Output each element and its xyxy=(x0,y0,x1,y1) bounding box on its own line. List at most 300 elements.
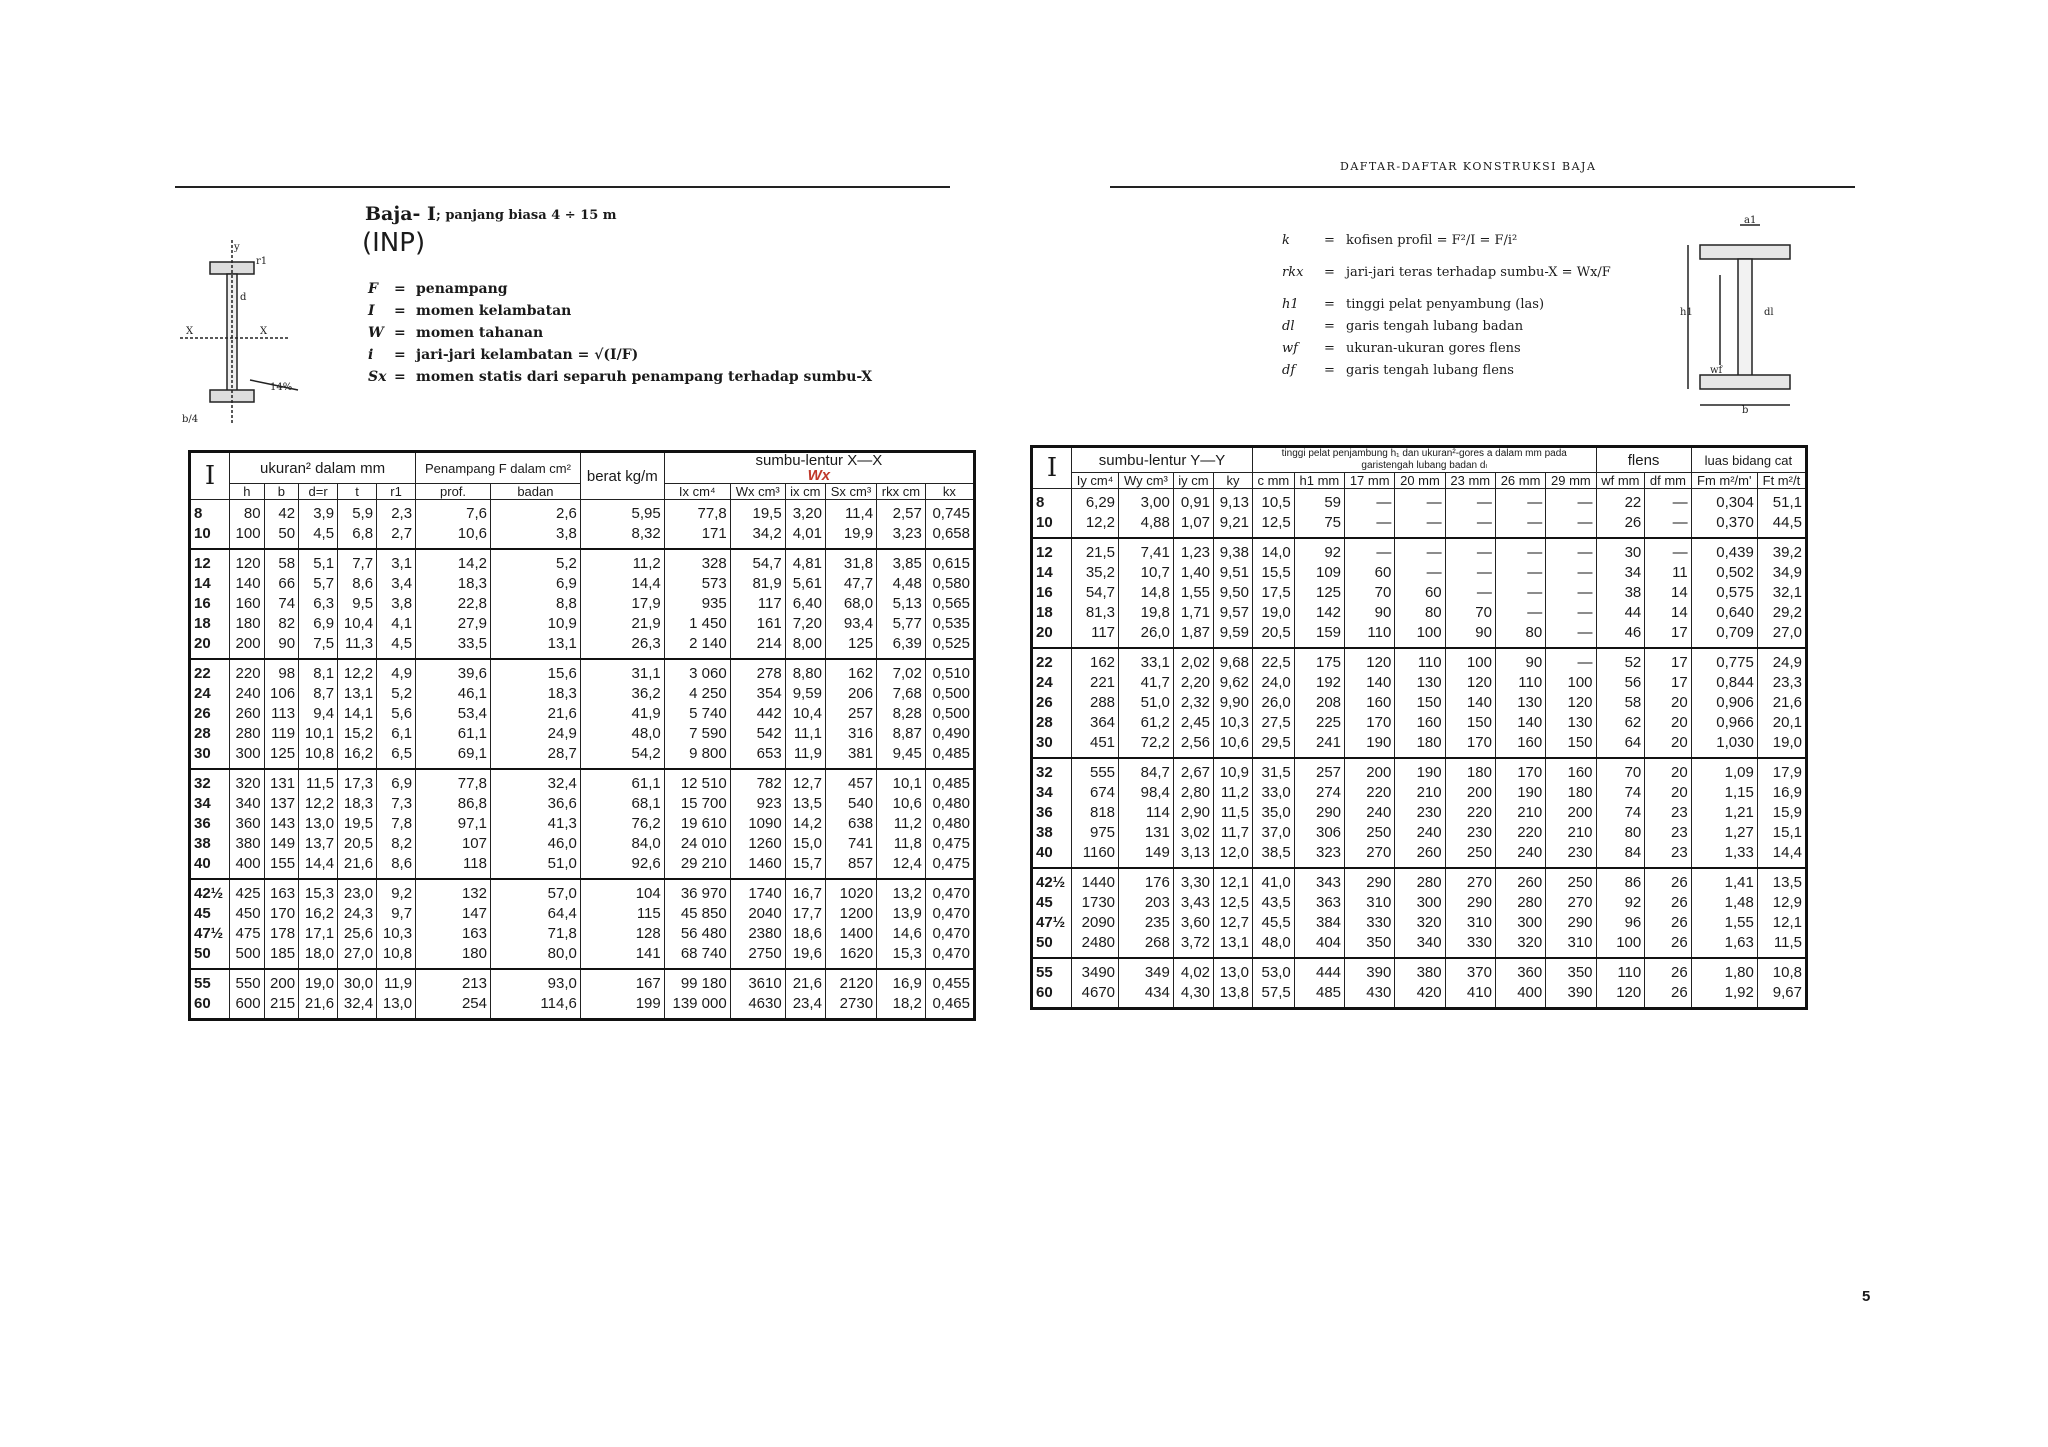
profile-cell: 14 xyxy=(1032,563,1072,583)
column-header: 29 mm xyxy=(1546,473,1596,489)
page-subtitle: ; panjang biasa 4 ÷ 15 m xyxy=(436,208,617,223)
value-cell: 8,7 xyxy=(299,684,338,704)
value-cell: 320 xyxy=(230,769,265,794)
value-cell: 22,8 xyxy=(416,594,491,614)
value-cell: 1260 xyxy=(730,834,785,854)
column-header: 17 mm xyxy=(1345,473,1395,489)
svg-text:d: d xyxy=(240,292,247,303)
value-cell: 51,0 xyxy=(490,854,580,879)
value-cell: 328 xyxy=(664,549,730,574)
column-header: d=r xyxy=(299,484,338,500)
table-row xyxy=(190,724,975,744)
area-header: Penampang F dalam cm² xyxy=(416,452,581,484)
value-cell: 21,6 xyxy=(299,994,338,1020)
profile-cell: 28 xyxy=(1032,713,1072,733)
table-row xyxy=(1032,843,1807,868)
value-cell: 160 xyxy=(1345,693,1395,713)
value-cell: 0,535 xyxy=(925,614,974,634)
value-cell: 21,9 xyxy=(580,614,664,634)
profile-cell: 42½ xyxy=(190,879,230,904)
value-cell: 41,3 xyxy=(490,814,580,834)
value-cell: — xyxy=(1445,513,1495,538)
value-cell: 110 xyxy=(1345,623,1395,648)
column-header: b xyxy=(264,484,299,500)
value-cell: 147 xyxy=(416,904,491,924)
svg-text:b/4: b/4 xyxy=(182,414,199,425)
value-cell: 240 xyxy=(1345,803,1395,823)
value-cell: 390 xyxy=(1345,958,1395,983)
value-cell: 0,745 xyxy=(925,500,974,525)
value-cell: 125 xyxy=(264,744,299,769)
value-cell: 15,3 xyxy=(877,944,926,969)
value-cell: 34 xyxy=(1596,563,1645,583)
value-cell: 1160 xyxy=(1072,843,1119,868)
profile-cell: 55 xyxy=(1032,958,1072,983)
flange-header: flens xyxy=(1596,447,1691,473)
value-cell: 19,8 xyxy=(1119,603,1174,623)
value-cell: 0,615 xyxy=(925,549,974,574)
legend-item: Sx = momen statis dari separuh penampang terhadap sumbu-X xyxy=(368,369,873,385)
value-cell: 420 xyxy=(1395,983,1445,1009)
value-cell: 278 xyxy=(730,659,785,684)
value-cell: 8,32 xyxy=(580,524,664,549)
value-cell: 190 xyxy=(1495,783,1545,803)
value-cell: 9,21 xyxy=(1214,513,1253,538)
value-cell: 220 xyxy=(1345,783,1395,803)
value-cell: 97,1 xyxy=(416,814,491,834)
value-cell: 5,77 xyxy=(877,614,926,634)
table-row xyxy=(1032,538,1807,563)
value-cell: 64,4 xyxy=(490,904,580,924)
value-cell: 33,5 xyxy=(416,634,491,659)
value-cell: 384 xyxy=(1294,913,1344,933)
table-row xyxy=(1032,489,1807,514)
value-cell: 0,966 xyxy=(1691,713,1757,733)
value-cell: 320 xyxy=(1495,933,1545,958)
value-cell: 250 xyxy=(1546,868,1596,893)
column-header: h1 mm xyxy=(1294,473,1344,489)
value-cell: 200 xyxy=(1345,758,1395,783)
value-cell: 12,1 xyxy=(1214,868,1253,893)
value-cell: 0,906 xyxy=(1691,693,1757,713)
value-cell: 3,8 xyxy=(377,594,416,614)
value-cell: 11,2 xyxy=(580,549,664,574)
value-cell: 34,9 xyxy=(1757,563,1806,583)
value-cell: 404 xyxy=(1294,933,1344,958)
dims-header: ukuran² dalam mm xyxy=(230,452,416,484)
value-cell: 6,1 xyxy=(377,724,416,744)
value-cell: 13,8 xyxy=(1214,983,1253,1009)
value-cell: — xyxy=(1495,563,1545,583)
value-cell: 7,7 xyxy=(338,549,377,574)
value-cell: 354 xyxy=(730,684,785,704)
value-cell: 38 xyxy=(1596,583,1645,603)
value-cell: 56 xyxy=(1596,673,1645,693)
value-cell: 84,0 xyxy=(580,834,664,854)
value-cell: 19,9 xyxy=(825,524,876,549)
value-cell: 120 xyxy=(230,549,265,574)
value-cell: 24 010 xyxy=(664,834,730,854)
value-cell: 1400 xyxy=(825,924,876,944)
value-cell: 15,9 xyxy=(1757,803,1806,823)
value-cell: 58 xyxy=(1596,693,1645,713)
value-cell: 19,0 xyxy=(1757,733,1806,758)
value-cell: 208 xyxy=(1294,693,1344,713)
value-cell: 180 xyxy=(1445,758,1495,783)
value-cell: 10,5 xyxy=(1253,489,1295,514)
table-row xyxy=(190,969,975,994)
table-row xyxy=(190,794,975,814)
value-cell: 0,370 xyxy=(1691,513,1757,538)
value-cell: 115 xyxy=(580,904,664,924)
profile-cell: 55 xyxy=(190,969,230,994)
value-cell: 5,61 xyxy=(785,574,825,594)
value-cell: 53,0 xyxy=(1253,958,1295,983)
value-cell: 117 xyxy=(730,594,785,614)
profile-cell: 10 xyxy=(190,524,230,549)
table-row xyxy=(190,684,975,704)
value-cell: 4,30 xyxy=(1173,983,1213,1009)
column-header: Iy cm⁴ xyxy=(1072,473,1119,489)
value-cell: — xyxy=(1495,489,1545,514)
value-cell: 5,2 xyxy=(377,684,416,704)
value-cell: 16,2 xyxy=(299,904,338,924)
value-cell: 2,90 xyxy=(1173,803,1213,823)
value-cell: 653 xyxy=(730,744,785,769)
value-cell: 11,7 xyxy=(1214,823,1253,843)
value-cell: 214 xyxy=(730,634,785,659)
value-cell: 110 xyxy=(1596,958,1645,983)
value-cell: 2090 xyxy=(1072,913,1119,933)
legend-item: df = garis tengah lubang flens xyxy=(1282,363,1514,378)
value-cell: 12,0 xyxy=(1214,843,1253,868)
column-header: ky xyxy=(1214,473,1253,489)
value-cell: 14,4 xyxy=(580,574,664,594)
value-cell: 36,2 xyxy=(580,684,664,704)
value-cell: — xyxy=(1495,603,1545,623)
value-cell: 100 xyxy=(1395,623,1445,648)
value-cell: 100 xyxy=(230,524,265,549)
value-cell: — xyxy=(1495,538,1545,563)
value-cell: 70 xyxy=(1345,583,1395,603)
value-cell: 29 210 xyxy=(664,854,730,879)
value-cell: 130 xyxy=(1546,713,1596,733)
value-cell: 24,9 xyxy=(490,724,580,744)
value-cell: 139 000 xyxy=(664,994,730,1020)
value-cell: 21,6 xyxy=(1757,693,1806,713)
value-cell: 10,8 xyxy=(299,744,338,769)
value-cell: 170 xyxy=(264,904,299,924)
value-cell: 6,9 xyxy=(490,574,580,594)
value-cell: 120 xyxy=(1345,648,1395,673)
value-cell: 2,80 xyxy=(1173,783,1213,803)
value-cell: 0,91 xyxy=(1173,489,1213,514)
column-header: ix cm xyxy=(785,484,825,500)
value-cell: 0,500 xyxy=(925,704,974,724)
value-cell: 2,02 xyxy=(1173,648,1213,673)
value-cell: 14,4 xyxy=(299,854,338,879)
svg-text:wf: wf xyxy=(1710,365,1723,376)
value-cell: 27,9 xyxy=(416,614,491,634)
value-cell: 9,13 xyxy=(1214,489,1253,514)
value-cell: 5,95 xyxy=(580,500,664,525)
value-cell: 90 xyxy=(1495,648,1545,673)
value-cell: — xyxy=(1546,513,1596,538)
value-cell: 0,775 xyxy=(1691,648,1757,673)
value-cell: 2,32 xyxy=(1173,693,1213,713)
legend-left xyxy=(368,278,872,388)
value-cell: 1,40 xyxy=(1173,563,1213,583)
paint-header: luas bidang cat xyxy=(1691,447,1806,473)
table-row xyxy=(190,769,975,794)
value-cell: 444 xyxy=(1294,958,1344,983)
profile-cell: 38 xyxy=(1032,823,1072,843)
value-cell: 0,470 xyxy=(925,879,974,904)
table-row xyxy=(1032,783,1807,803)
value-cell: 1,48 xyxy=(1691,893,1757,913)
value-cell: 210 xyxy=(1395,783,1445,803)
value-cell: 451 xyxy=(1072,733,1119,758)
value-cell: 92 xyxy=(1294,538,1344,563)
value-cell: 21,6 xyxy=(785,969,825,994)
value-cell: 1740 xyxy=(730,879,785,904)
table-row xyxy=(1032,603,1807,623)
value-cell: 0,565 xyxy=(925,594,974,614)
value-cell: 3,00 xyxy=(1119,489,1174,514)
value-cell: 35,2 xyxy=(1072,563,1119,583)
value-cell: 270 xyxy=(1345,843,1395,868)
value-cell: 4,5 xyxy=(377,634,416,659)
value-cell: 2120 xyxy=(825,969,876,994)
value-cell: — xyxy=(1546,538,1596,563)
value-cell: 19,0 xyxy=(299,969,338,994)
value-cell: 434 xyxy=(1119,983,1174,1009)
profile-cell: 60 xyxy=(190,994,230,1020)
value-cell: 81,3 xyxy=(1072,603,1119,623)
value-cell: 16,7 xyxy=(785,879,825,904)
profile-cell: 34 xyxy=(190,794,230,814)
value-cell: 206 xyxy=(825,684,876,704)
top-rule-right xyxy=(1110,186,1855,188)
profile-cell: 14 xyxy=(190,574,230,594)
i-beam-section-diagram-left xyxy=(180,240,300,430)
value-cell: 9,57 xyxy=(1214,603,1253,623)
value-cell: 20 xyxy=(1645,693,1691,713)
table-row xyxy=(190,944,975,969)
value-cell: 92 xyxy=(1596,893,1645,913)
table-row xyxy=(1032,983,1807,1009)
value-cell: 268 xyxy=(1119,933,1174,958)
value-cell: 0,490 xyxy=(925,724,974,744)
table-row xyxy=(190,924,975,944)
value-cell: 140 xyxy=(1495,713,1545,733)
value-cell: 6,9 xyxy=(377,769,416,794)
value-cell: 8,2 xyxy=(377,834,416,854)
value-cell: 45 850 xyxy=(664,904,730,924)
value-cell: 457 xyxy=(825,769,876,794)
table-row xyxy=(190,879,975,904)
value-cell: 57,5 xyxy=(1253,983,1295,1009)
value-cell: 23,4 xyxy=(785,994,825,1020)
value-cell: 93,4 xyxy=(825,614,876,634)
value-cell: 1,80 xyxy=(1691,958,1757,983)
table-row xyxy=(190,500,975,525)
value-cell: 2,57 xyxy=(877,500,926,525)
value-cell: — xyxy=(1395,489,1445,514)
value-cell: 741 xyxy=(825,834,876,854)
value-cell: 220 xyxy=(1495,823,1545,843)
value-cell: 200 xyxy=(1546,803,1596,823)
value-cell: 11,2 xyxy=(1214,783,1253,803)
value-cell: 98 xyxy=(264,659,299,684)
value-cell: 160 xyxy=(1546,758,1596,783)
value-cell: 21,6 xyxy=(338,854,377,879)
value-cell: 10,4 xyxy=(338,614,377,634)
value-cell: 104 xyxy=(580,879,664,904)
value-cell: 19,5 xyxy=(338,814,377,834)
value-cell: 80 xyxy=(1395,603,1445,623)
value-cell: 14,6 xyxy=(877,924,926,944)
value-cell: 250 xyxy=(1445,843,1495,868)
table-row xyxy=(190,994,975,1020)
legend-right xyxy=(1282,230,1611,382)
value-cell: 9,67 xyxy=(1757,983,1806,1009)
value-cell: 20,5 xyxy=(338,834,377,854)
value-cell: 114,6 xyxy=(490,994,580,1020)
value-cell: 66 xyxy=(264,574,299,594)
value-cell: 1,23 xyxy=(1173,538,1213,563)
value-cell: 1090 xyxy=(730,814,785,834)
value-cell: 160 xyxy=(1395,713,1445,733)
value-cell: 52 xyxy=(1596,648,1645,673)
page-number: 5 xyxy=(1862,1288,1871,1305)
value-cell: 26,3 xyxy=(580,634,664,659)
right-properties-table xyxy=(1030,445,1808,1010)
table-row xyxy=(190,834,975,854)
value-cell: 163 xyxy=(416,924,491,944)
value-cell: 190 xyxy=(1395,758,1445,783)
value-cell: 8,00 xyxy=(785,634,825,659)
value-cell: 117 xyxy=(1072,623,1119,648)
value-cell: 149 xyxy=(1119,843,1174,868)
value-cell: 975 xyxy=(1072,823,1119,843)
value-cell: 23 xyxy=(1645,823,1691,843)
value-cell: 140 xyxy=(230,574,265,594)
value-cell: 20,1 xyxy=(1757,713,1806,733)
value-cell: 310 xyxy=(1445,913,1495,933)
profile-cell: 22 xyxy=(190,659,230,684)
column-header: c mm xyxy=(1253,473,1295,489)
value-cell: 3490 xyxy=(1072,958,1119,983)
value-cell: 0,500 xyxy=(925,684,974,704)
profile-cell: 42½ xyxy=(1032,868,1072,893)
value-cell: 178 xyxy=(264,924,299,944)
value-cell: 160 xyxy=(1495,733,1545,758)
value-cell: 270 xyxy=(1445,868,1495,893)
value-cell: 25,6 xyxy=(338,924,377,944)
value-cell: 15 700 xyxy=(664,794,730,814)
profile-cell: 34 xyxy=(1032,783,1072,803)
value-cell: 306 xyxy=(1294,823,1344,843)
value-cell: 573 xyxy=(664,574,730,594)
value-cell: 5,1 xyxy=(299,549,338,574)
value-cell: 320 xyxy=(1395,913,1445,933)
value-cell: 6,39 xyxy=(877,634,926,659)
value-cell: 27,0 xyxy=(338,944,377,969)
value-cell: 140 xyxy=(1445,693,1495,713)
value-cell: 0,480 xyxy=(925,814,974,834)
column-header: 26 mm xyxy=(1495,473,1545,489)
value-cell: 2,6 xyxy=(490,500,580,525)
table-row xyxy=(1032,693,1807,713)
profile-cell: 60 xyxy=(1032,983,1072,1009)
value-cell: 13,0 xyxy=(299,814,338,834)
value-cell: 240 xyxy=(1495,843,1545,868)
value-cell: 550 xyxy=(230,969,265,994)
value-cell: 4 250 xyxy=(664,684,730,704)
value-cell: 1200 xyxy=(825,904,876,924)
value-cell: 1,55 xyxy=(1691,913,1757,933)
value-cell: 160 xyxy=(230,594,265,614)
value-cell: 106 xyxy=(264,684,299,704)
value-cell: 70 xyxy=(1445,603,1495,623)
value-cell: 61,2 xyxy=(1119,713,1174,733)
value-cell: 9,59 xyxy=(1214,623,1253,648)
axis-y-header: sumbu-lentur Y—Y xyxy=(1072,447,1253,473)
value-cell: 132 xyxy=(416,879,491,904)
value-cell: 6,5 xyxy=(377,744,416,769)
value-cell: 442 xyxy=(730,704,785,724)
value-cell: 10,6 xyxy=(1214,733,1253,758)
value-cell: 13,7 xyxy=(299,834,338,854)
value-cell: 7,5 xyxy=(299,634,338,659)
value-cell: 100 xyxy=(1596,933,1645,958)
value-cell: 31,1 xyxy=(580,659,664,684)
value-cell: 12,7 xyxy=(785,769,825,794)
column-header: Wy cm³ xyxy=(1119,473,1174,489)
table-row xyxy=(1032,868,1807,893)
value-cell: 260 xyxy=(1495,868,1545,893)
value-cell: 143 xyxy=(264,814,299,834)
value-cell: 410 xyxy=(1445,983,1495,1009)
value-cell: 80,0 xyxy=(490,944,580,969)
profile-cell: 30 xyxy=(190,744,230,769)
value-cell: 310 xyxy=(1546,933,1596,958)
value-cell: 200 xyxy=(264,969,299,994)
value-cell: 12,1 xyxy=(1757,913,1806,933)
value-cell: 171 xyxy=(664,524,730,549)
value-cell: 20 xyxy=(1645,758,1691,783)
value-cell: 290 xyxy=(1445,893,1495,913)
value-cell: 26,0 xyxy=(1119,623,1174,648)
value-cell: 17 xyxy=(1645,673,1691,693)
column-header: wf mm xyxy=(1596,473,1645,489)
value-cell: 0,304 xyxy=(1691,489,1757,514)
value-cell: 12,9 xyxy=(1757,893,1806,913)
running-head: DAFTAR-DAFTAR KONSTRUKSI BAJA xyxy=(1340,160,1597,173)
value-cell: 360 xyxy=(230,814,265,834)
value-cell: 290 xyxy=(1345,868,1395,893)
value-cell: 4,01 xyxy=(785,524,825,549)
value-cell: 24,3 xyxy=(338,904,377,924)
value-cell: 8,6 xyxy=(377,854,416,879)
value-cell: 2,45 xyxy=(1173,713,1213,733)
table-row xyxy=(190,744,975,769)
profile-cell: 40 xyxy=(1032,843,1072,868)
value-cell: 12,2 xyxy=(338,659,377,684)
value-cell: 8,87 xyxy=(877,724,926,744)
value-cell: 323 xyxy=(1294,843,1344,868)
